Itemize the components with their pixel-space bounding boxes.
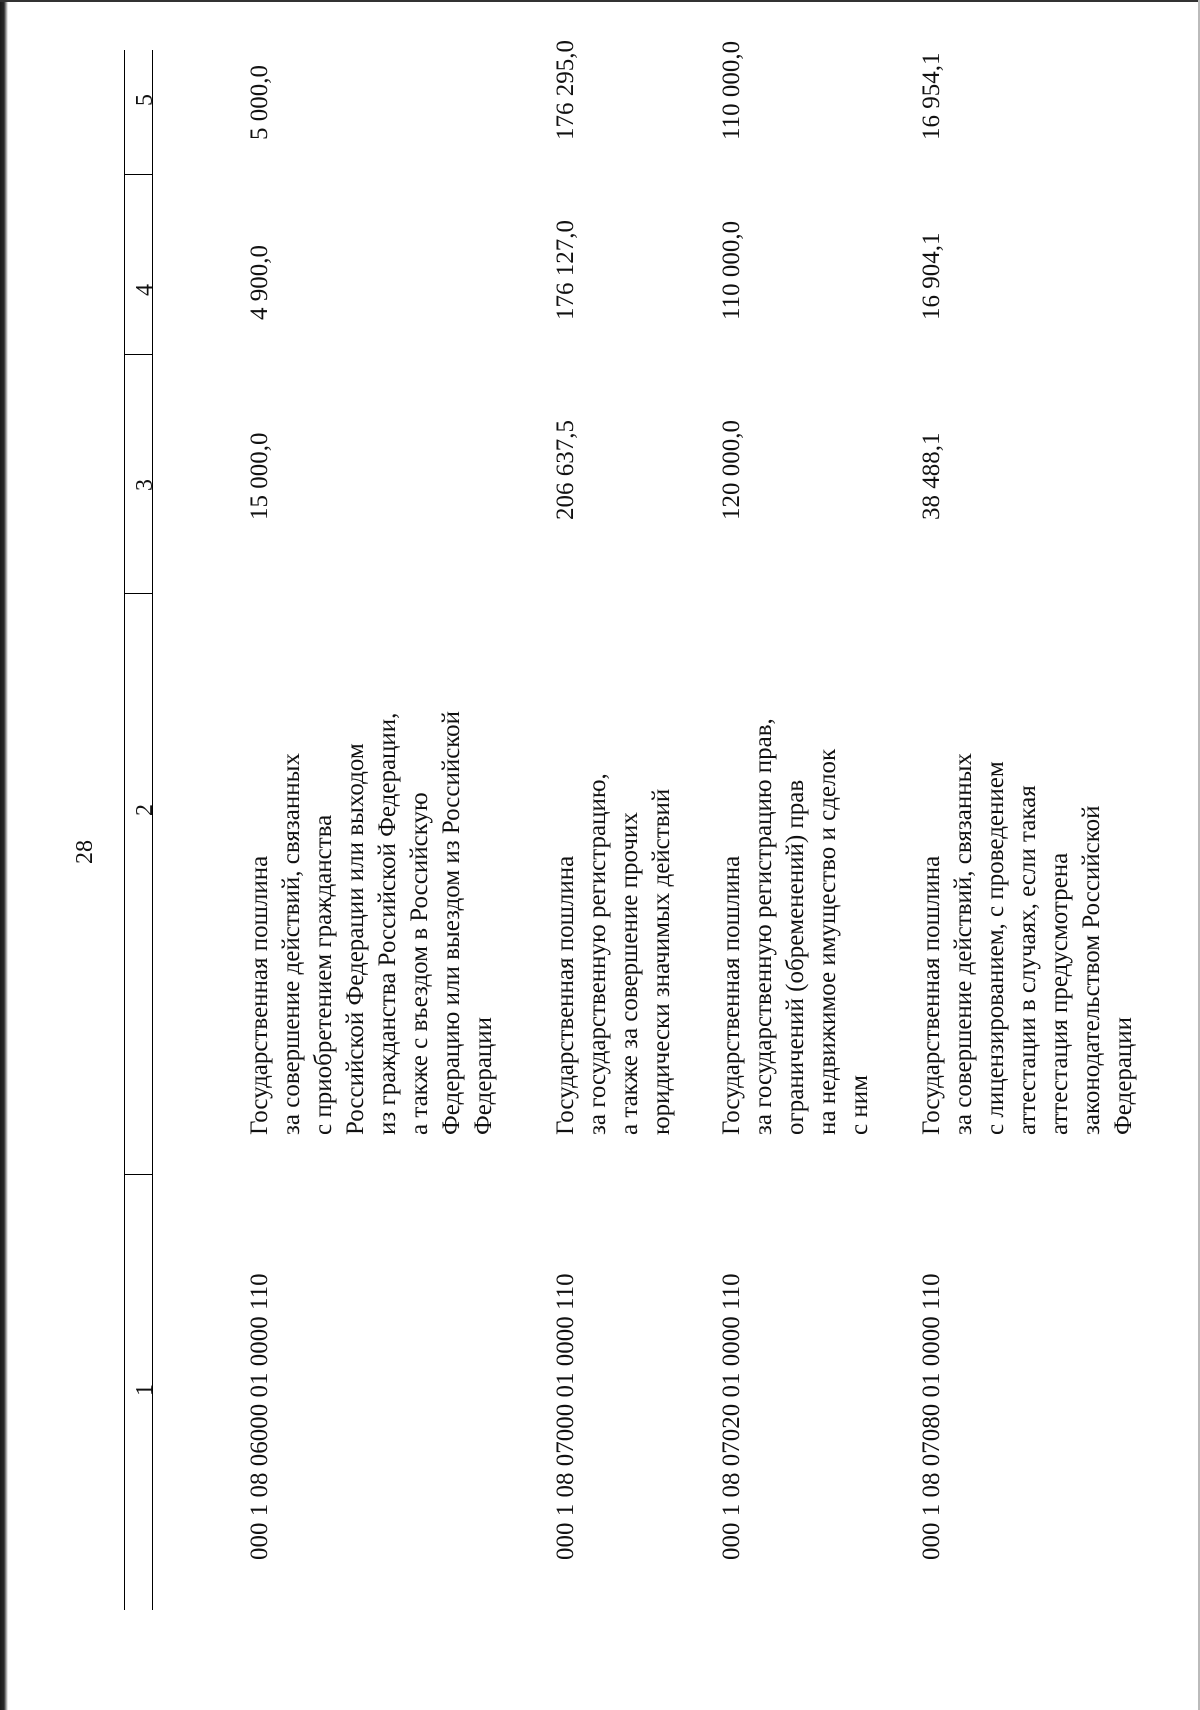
- row-4-col4: 16 904,1: [918, 232, 945, 320]
- row-3-desc-line: ограничений (обременений) прав: [782, 779, 809, 1135]
- table-top-border: [124, 50, 125, 1610]
- header-separator-4-5: [124, 174, 152, 175]
- row-2-desc-line: Государственная пошлина: [552, 855, 579, 1135]
- row-2-desc-line: юридически значимых действий: [648, 788, 675, 1135]
- row-2-col3: 206 637,5: [552, 420, 579, 520]
- column-header-4: 4: [132, 284, 158, 296]
- row-1-desc-line: Российской Федерации или выходом: [342, 743, 369, 1135]
- row-1-desc-line: Федерации: [470, 1016, 497, 1135]
- row-3-col4: 110 000,0: [718, 220, 745, 320]
- header-separator-3-4: [124, 354, 152, 355]
- row-1-desc-line: а также с въездом в Российскую: [406, 792, 433, 1135]
- row-4-desc-line: аттестации в случаях, если такая: [1014, 785, 1041, 1135]
- column-header-1: 1: [132, 1384, 158, 1396]
- row-1-desc-line: с приобретением гражданства: [310, 814, 337, 1135]
- row-4-desc-line: Государственная пошлина: [918, 855, 945, 1135]
- row-2-desc-line: а также за совершение прочих: [616, 812, 643, 1135]
- row-1-desc-line: за совершение действий, связанных: [278, 753, 305, 1135]
- row-3-desc-line: Государственная пошлина: [718, 855, 745, 1135]
- row-4-desc-line: Федерации: [1110, 1016, 1137, 1135]
- row-2-col4: 176 127,0: [552, 220, 579, 320]
- row-1-col3: 15 000,0: [246, 432, 273, 520]
- column-header-2: 2: [132, 804, 158, 816]
- row-4-col5: 16 954,1: [918, 52, 945, 140]
- row-4-desc-line: аттестация предусмотрена: [1046, 852, 1073, 1135]
- row-2-code: 000 1 08 07000 01 0000 110: [552, 1273, 579, 1560]
- row-3-desc-line: с ним: [846, 1075, 873, 1135]
- row-3-desc-line: за государственную регистрацию прав,: [750, 718, 777, 1135]
- row-1-desc-line: Федерацию или выездом из Российской: [438, 710, 465, 1135]
- row-3-code: 000 1 08 07020 01 0000 110: [718, 1273, 745, 1560]
- row-2-description: [550, 575, 678, 1135]
- row-1-desc-line: из гражданства Российской Федерации,: [374, 712, 401, 1135]
- row-4-description: [916, 575, 1140, 1135]
- budget-table: [48, 40, 1168, 1610]
- row-1-code: 000 1 08 06000 01 0000 110: [246, 1273, 273, 1560]
- row-4-desc-line: законодательством Российской: [1078, 805, 1105, 1135]
- row-1-description: [244, 575, 500, 1135]
- row-4-desc-line: за совершение действий, связанных: [950, 753, 977, 1135]
- page-number: 28: [72, 840, 98, 864]
- row-2-col5: 176 295,0: [552, 40, 579, 140]
- column-header-3: 3: [132, 479, 158, 491]
- row-1-desc-line: Государственная пошлина: [246, 855, 273, 1135]
- header-separator-1-2: [124, 1174, 152, 1175]
- column-header-5: 5: [132, 94, 158, 106]
- row-4-col3: 38 488,1: [918, 432, 945, 520]
- row-4-desc-line: с лицензированием, с проведением: [982, 761, 1009, 1135]
- row-3-desc-line: на недвижимое имущество и сделок: [814, 748, 841, 1135]
- row-1-col5: 5 000,0: [246, 65, 273, 140]
- row-3-col3: 120 000,0: [718, 420, 745, 520]
- row-3-col5: 110 000,0: [718, 40, 745, 140]
- row-3-description: [716, 575, 876, 1135]
- row-4-code: 000 1 08 07080 01 0000 110: [918, 1273, 945, 1560]
- header-separator-2-3: [124, 593, 152, 594]
- row-1-col4: 4 900,0: [246, 245, 273, 320]
- row-2-desc-line: за государственную регистрацию,: [584, 773, 611, 1135]
